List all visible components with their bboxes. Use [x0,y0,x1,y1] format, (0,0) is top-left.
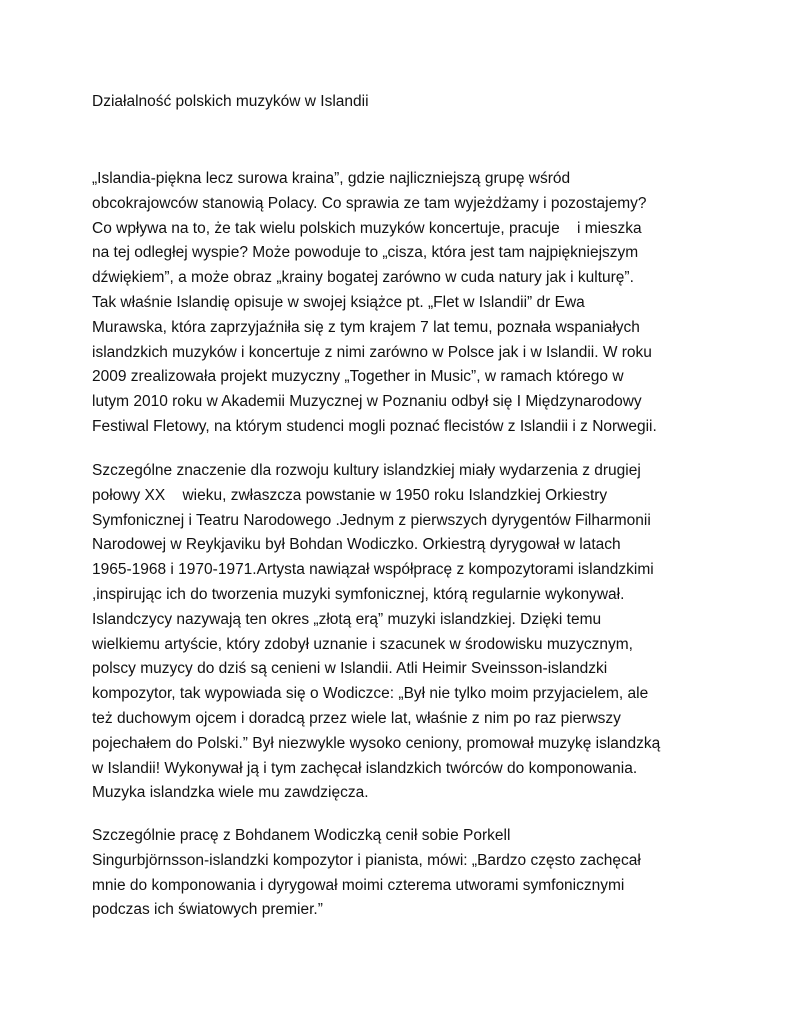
paragraph-3 [92,824,641,923]
text-line: kompozytor, tak wypowiada się o Wodiczce: „Był nie tylko moim przyjacielem, ale [92,685,649,703]
document-title: Działalność polskich muzyków w Islandii [92,93,369,110]
paragraph-2 [92,459,660,806]
text-line: Co wpływa na to, że tak wielu polskich muzyków koncertuje, pracuje i mieszka [92,219,642,237]
text-line: Muzyka islandzka wiele mu zawdzięcza. [92,784,369,802]
text-line: Festiwal Fletowy, na którym studenci mogli poznać flecistów z Islandii i z Norwegii. [92,417,657,435]
text-line: 1965-1968 i 1970-1971.Artysta nawiązał współpracę z kompozytorami islandzkimi [92,561,654,579]
text-line: połowy XX wieku, zwłaszcza powstanie w 1950 roku Islandzkiej Orkiestry [92,486,608,504]
text-line: islandzkich muzyków i koncertuje z nimi zarówno w Polsce jak i w Islandii. W roku [92,343,652,361]
text-line: mnie do komponowania i dyrygował moimi czterema utworami symfonicznymi [92,876,625,894]
text-line: wielkiemu artyście, który zdobył uznanie i szacunek w środowisku muzycznym, [92,635,633,653]
text-line: lutym 2010 roku w Akademii Muzycznej w Poznaniu odbył się I Międzynarodowy [92,393,642,411]
text-line: Szczególnie pracę z Bohdanem Wodiczką cenił sobie Porkell [92,827,511,844]
text-line: na tej odległej wyspie? Może powoduje to „cisza, która jest tam najpiękniejszym [92,244,639,262]
text-line: Singurbjörnsson-islandzki kompozytor i pianista, mówi: „Bardzo często zachęcał [92,851,641,869]
text-line: polscy muzycy do dziś są cenieni w Islandii. Atli Heimir Sveinsson-islandzki [92,660,608,678]
text-line: Symfonicznej i Teatru Narodowego .Jednym z pierwszych dyrygentów Filharmonii [92,511,651,529]
text-line: pojechałem do Polski.” Był niezwykle wysoko ceniony, promował muzykę islandzką [92,734,661,752]
paragraph-1 [92,167,657,440]
text-line: 2009 zrealizowała projekt muzyczny „Together in Music”, w ramach którego w [92,368,624,386]
text-line: Tak właśnie Islandię opisuje w swojej książce pt. „Flet w Islandii” dr Ewa [92,293,585,311]
text-line: w Islandii! Wykonywał ją i tym zachęcał islandzkich twórców do komponowania. [92,759,638,777]
text-line: Narodowej w Reykjaviku był Bohdan Wodiczko. Orkiestrą dyrygował w latach [92,536,621,554]
text-line: też duchowym ojcem i doradcą przez wiele lat, właśnie z nim po raz pierwszy [92,709,621,727]
text-line: podczas ich światowych premier.” [92,901,323,919]
text-line: „Islandia-piękna lecz surowa kraina”, gdzie najliczniejszą grupę wśród [92,170,571,187]
text-line: ,inspirując ich do tworzenia muzyki symfonicznej, którą regularnie wykonywał. [92,585,625,603]
text-line: Islandczycy nazywają ten okres „złotą erą” muzyki islandzkiej. Dzięki temu [92,610,602,628]
text-line: Murawska, która zaprzyjaźniła się z tym krajem 7 lat temu, poznała wspaniałych [92,318,640,336]
text-line: obcokrajowców stanowią Polacy. Co sprawia ze tam wyjeżdżamy i pozostajemy? [92,194,647,212]
text-line: Szczególne znaczenie dla rozwoju kultury islandzkiej miały wydarzenia z drugiej [92,462,641,479]
text-line: dźwiękiem”, a może obraz „krainy bogatej zarówno w cuda natury jak i kulturę”. [92,269,634,287]
